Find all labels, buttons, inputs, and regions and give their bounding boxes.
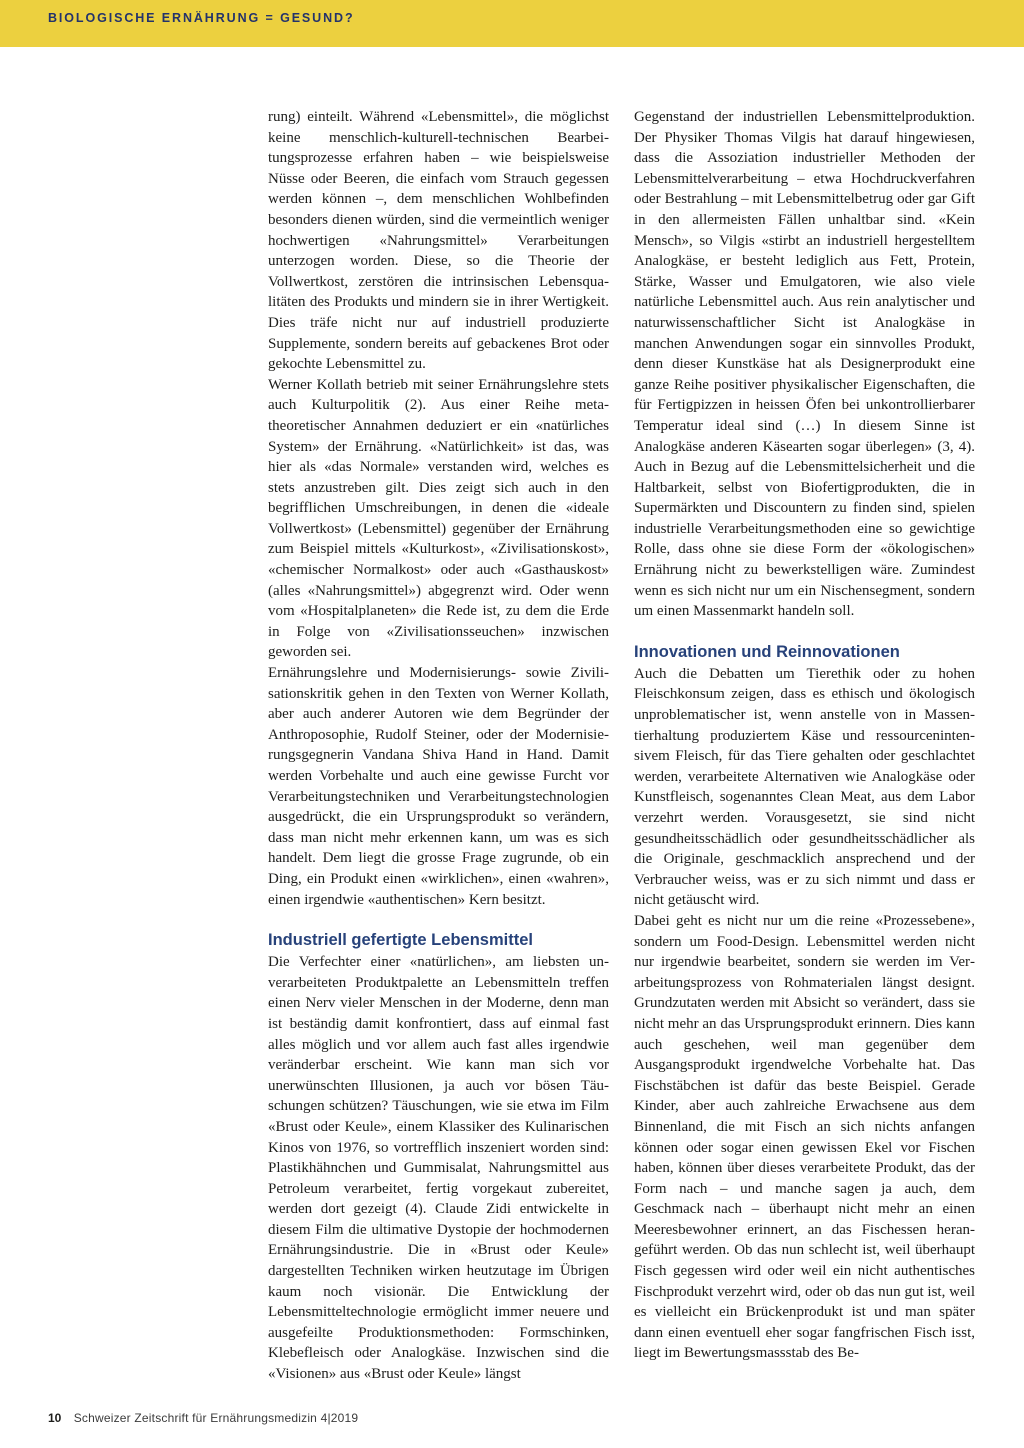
running-header-title: BIOLOGISCHE ERNÄHRUNG = GESUND?	[48, 11, 355, 25]
journal-citation: Schweizer Zeitschrift für Ernährungsmedizin 4|2019	[73, 1411, 359, 1425]
left-column	[268, 107, 609, 1385]
body-paragraph: Ernährungslehre und Modernisierungs- sowie Zivilisationskritik gehen in den Texten von Werner Kollath, aber auch anderer Autoren wie dem Begründer der Anthroposophie, Rudolf Steiner, oder der Modernisierungsgegnerin Vandana Shiva Hand in Hand. Damit werden Vorbehalte und auch eine gewisse Furcht vor Verarbeitungstechniken und Verarbeitungstechnologien ausgedrückt, die ein Ursprungsprodukt so verändern, dass man nicht mehr erkennen kann, um was es sich handelt. Dem liegt die grosse Frage zugrunde, ob ein Ding, ein Produkt einen «wirklichen», einen «wahren», einen irgendwie «authentischen» Kern besitzt.	[268, 665, 609, 908]
header-band	[0, 0, 1024, 47]
body-paragraph: Gegenstand der industriellen Lebensmittelproduktion. Der Physiker Thomas Vilgis hat darauf hingewiesen, dass die Assoziation industrieller Methoden der Lebensmittelverarbeitung – etwa Hochdruckverfahren oder Bestrahlung – mit Lebensmittelbetrug oder gar Gift in den allermeisten Fällen unhaltbar sind. «Kein Mensch», so Vilgis «stirbt an industriell hergestelltem Analogkäse, er besteht lediglich aus Fett, Protein, Stärke, Wasser und Emulgatoren, wie also viele natürliche Lebensmittel auch. Aus rein analytischer und naturwissenschaftlicher Sicht ist Analogkäse in manchen Anwendungen sogar ein sinnvolles Produkt, denn dieser Kunstkäse hat als Designerprodukt eine ganze Reihe positiver physikalischer Eigenschaften, die für Fertigpizzen in heissen Öfen bei unkontrollierbarer Temperatur ideal sind (…) In diesem Sinne ist Analogkäse anderen Käsearten sogar überlegen» (3, 4). Auch in Bezug auf die Lebensmittelsicherheit und die Haltbarkeit, selbst von Biofertigprodukten, die in Supermärkten und Discountern zu finden sind, spielen industrielle Verarbeitungsmethoden eine so gewichtige Rolle, dass ohne sie diese Form der «ökologischen» Ernährung nicht zu bewerkstelligen wäre. Zumindest wenn es sich nicht nur um ein Nischensegment, sondern um einen Massenmarkt handeln soll.	[634, 109, 975, 620]
right-column	[634, 107, 975, 1364]
body-paragraph: Die Verfechter einer «natürlichen», am liebsten unverarbeiteten Produktpalette an Lebensmitteln treffen einen Nerv vieler Menschen in der Moderne, denn man ist beständig damit konfrontiert, dass auf einmal fast alles möglich und vor allem auch fast alles irgendwie veränderbar erscheint. Wie kann man sich vor unerwünschten Illusionen, ja auch vor bösen Täuschungen schützen? Täuschungen, wie sie etwa im Film «Brust oder Keule», einem Klassiker des Kulinarischen Kinos von 1976, so vortrefflich inszeniert worden sind: Plastikhähnchen und Gummisalat, Nahrungsmittel aus Petroleum verarbeitet, fertig vorgekaut zubereitet, werden dort gezeigt (4). Claude Zidi entwickelte in diesem Film die ultimative Dystopie der hochmodernen Ernährungsindustrie. Die in «Brust oder Keule» dargestellten Techniken wirken heutzutage im Übrigen kaum noch visionär. Die Entwicklung der Lebensmitteltechnologie ermöglicht immer neuere und ausgefeilte Produktionsmethoden: Formschinken, Klebefleisch oder Analogkäse. Inzwischen sind die «Visionen» aus «Brust oder Keule» längst	[268, 954, 609, 1383]
body-paragraph: rung) einteilt. Während «Lebensmittel», die möglichst keine menschlich-kulturell-technischen Bearbeitungsprozesse erfahren haben – wie beispielsweise Nüsse oder Beeren, die einfach vom Strauch gegessen werden können –, dem menschlichen Wohlbefinden besonders dienen würden, sind die vermeintlich weniger hochwertigen «Nahrungsmittel» Verarbeitungen unterzogen worden. Diese, so die Theorie der Vollwertkost, zerstören die intrinsischen Lebensqualitäten des Produkts und mindern sie in ihrer Wertigkeit. Dies träfe nicht nur auf industriell produzierte Supplemente, sondern bereits auf gebackenes Brot oder gekochte Lebensmittel zu.	[268, 109, 609, 373]
body-paragraph: Werner Kollath betrieb mit seiner Ernährungslehre stets auch Kulturpolitik (2). Aus einer Reihe metatheoretischer Annahmen deduziert er ein «natürliches System» der Ernährung. «Natürlichkeit» ist das, was hier als «das Normale» verstanden wird, welches es stets anzustreben gilt. Dies zeigt sich auch in den begrifflichen Umschreibungen, in denen die «ideale Vollwertkost» (Lebensmittel) gegenüber der Ernährung zum Beispiel mittels «Kulturkost», «Zivilisationskost», «chemischer Normalkost» oder auch «Gasthauskost» (alles «Nahrungsmittel») abgegrenzt wird. Oder wenn vom «Hospitalplaneten» die Rede ist, zu dem die Erde in Folge von «Zivilisationsseuchen» inzwischen geworden sei.	[268, 376, 609, 661]
page-footer	[48, 1411, 358, 1425]
body-paragraph: Auch die Debatten um Tierethik oder zu hohen Fleischkonsum zeigen, dass es ethisch und ökologisch unproblematischer ist, wenn anstelle von in Massentierhaltung produziertem Käse und ressourcenintensivem Fleisch, für das Tiere gehalten oder geschlachtet werden, verarbeitete Alternativen wie Analogkäse oder Kunstfleisch, sogenanntes Clean Meat, aus dem Labor verzehrt werden. Vorausgesetzt, sie sind nicht gesundheitsschädlich oder gesundheitsschädlicher als die Originale, geschmacklich ansprechend und der Verbraucher weiss, was er zu sich nimmt und dass er nicht getäuscht wird.	[634, 665, 975, 909]
section-heading: Industriell gefertigte Lebensmittel	[268, 931, 533, 950]
page-number: 10	[48, 1411, 62, 1425]
section-heading: Innovationen und Reinnovationen	[634, 642, 900, 661]
body-paragraph: Dabei geht es nicht nur um die reine «Prozessebene», sondern um Food-Design. Lebensmittel werden nicht nur irgendwie bearbeitet, sondern sie werden im Verarbeitungsprozess von Rohmaterialen längst designt. Grundzutaten werden mit Absicht so verändert, dass sie nicht mehr an das Ursprungsprodukt erinnern. Dies kann auch geschehen, weil man gegenüber dem Ausgangsprodukt irgendwelche Vorbehalte hat. Das Fischstäbchen ist dafür das beste Beispiel. Gerade Kinder, aber auch zahlreiche Erwachsene aus dem Binnenland, die mit Fisch an sich nichts anfangen können oder sogar einen gewissen Ekel vor Fischen haben, können über dieses verarbeitete Produkt, das der Form nach – und manche sagen ja auch, dem Geschmack nach – überhaupt nicht mehr an einen Meeresbewohner erinnert, an das Fischessen herangeführt werden. Ob das nun schlecht ist, weil überhaupt Fisch gegessen wird oder weil ein nicht authentisches Fischprodukt verzehrt wird, oder ob das nun gut ist, weil es vielleicht ein Brückenprodukt ist und man später dann einen eventuell eher sogar fangfrischen Fisch isst, liegt im Bewertungsmassstab des Be-	[634, 912, 975, 1362]
